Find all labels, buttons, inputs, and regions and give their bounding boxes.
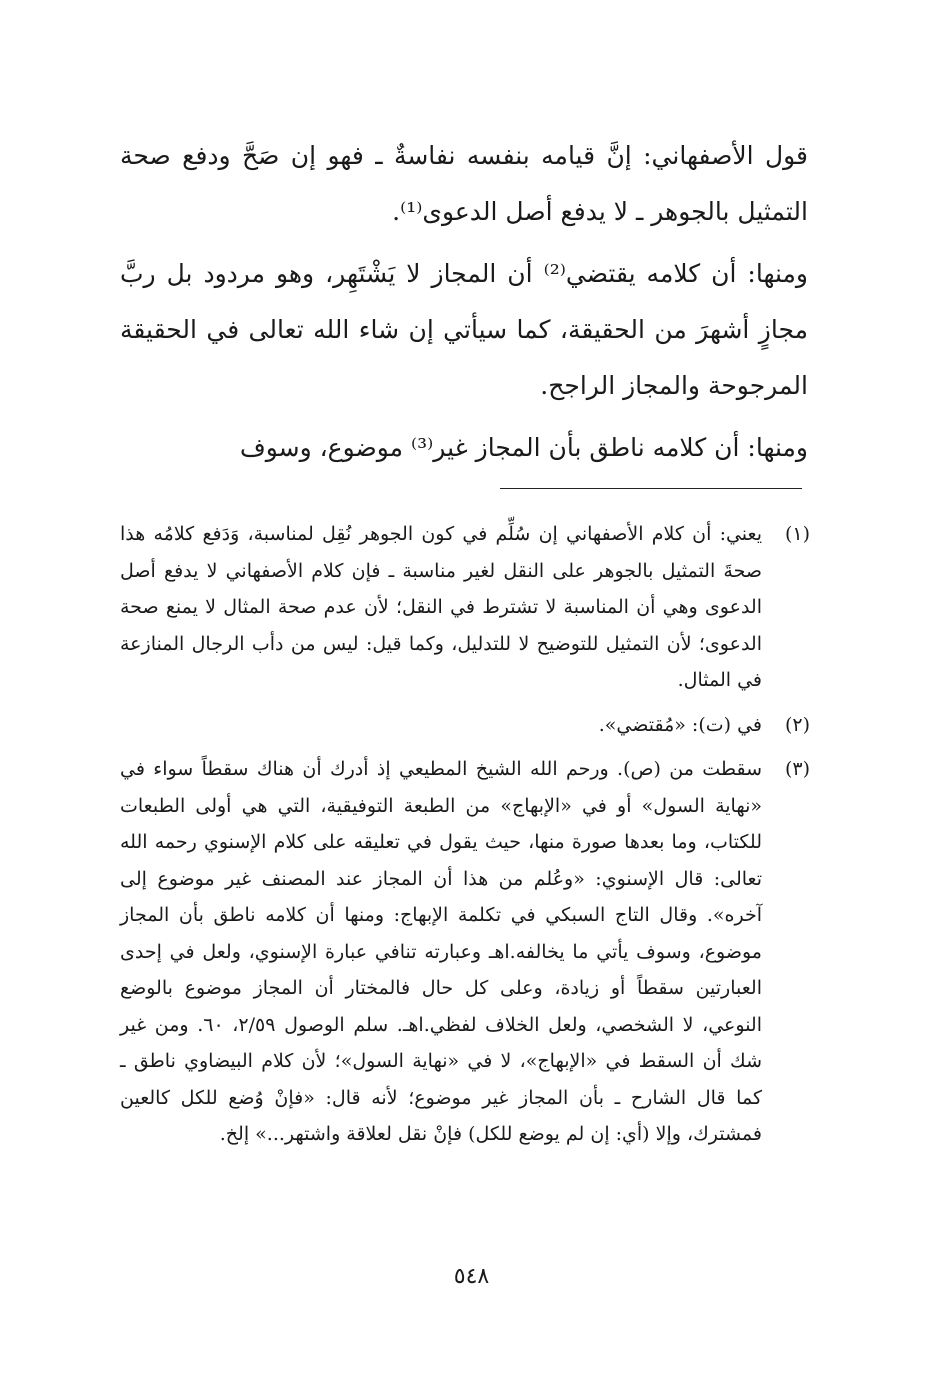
- footnote-divider: [500, 488, 802, 489]
- footnote-1: [120, 516, 810, 699]
- footnote-number: (١): [784, 523, 810, 545]
- main-text: [120, 128, 808, 476]
- footnote-3: [120, 751, 810, 1153]
- footnote-text: سقطت من (ص). ورحم الله الشيخ المطيعي إذ أدرك أن هناك سقطاً سواء في «نهاية السول» أو في «الإبهاج» من الطبعة التوفيقية، التي هي أولى الطبعات للكتاب، وما بعدها صورة منها، حيث يقول في تعليقه على كلام الإسنوي رحمه الله تعالى: قال الإسنوي: «وعُلم من هذا أن المجاز عند المصنف غير موضوع إلى آخره». وقال التاج السبكي في تكلمة الإبهاج: ومنها أن كلامه ناطق بأن المجاز موضوع، وسوف يأتي ما يخالفه.اهـ وعبارته تنافي عبارة الإسنوي، ولعل في إحدى العبارتين سقطاً أو زيادة، وعلى كل حال فالمختار أن المجاز موضوع بالوضع النوعي، لا الشخصي، ولعل الخلاف لفظي.اهـ. سلم الوصول ٢/٥٩، ٦٠. ومن غير شك أن السقط في «الإبهاج»، لا في «نهاية السول»؛ لأن كلام البيضاوي ناطق ـ كما قال الشارح ـ بأن المجاز غير موضوع؛ لأنه قال: «فإنْ وُضع للكل كالعين فمشترك، وإلا (أي: إن لم يوضع للكل) فإنْ نقل لعلاقة واشتهر...» إلخ.: [120, 758, 763, 1145]
- footnote-2: [120, 707, 810, 744]
- footnote-text: في (ت): «مُقتضي».: [598, 713, 762, 736]
- footnote-text: يعني: أن كلام الأصفهاني إن سُلِّم في كون الجوهر نُقِل لمناسبة، وَدَفع كلامُه هذا صحةَ التمثيل بالجوهر على النقل لغير مناسبة ـ فإن كلام الأصفهاني لا يدفع أصل الدعوى وهي أن المناسبة لا تشترط في النقل؛ لأن عدم صحة المثال لا يمنع صحة الدعوى؛ لأن التمثيل للتوضيح لا للتدليل، وكما قيل: ليس من دأب الرجال المنازعة في المثال.: [120, 523, 762, 691]
- footnotes: [120, 516, 810, 1161]
- main-paragraph-2: ومنها: أن كلامه يقتضي⁽²⁾ أن المجاز لا يَشْتَهِر، وهو مردود بل ربَّ مجازٍ أشهرَ من الحقيقة، كما سيأتي إن شاء الله تعالى في الحقيقة المرجوحة والمجاز الراجح.: [120, 259, 808, 400]
- main-paragraph-1: قول الأصفهاني: إنَّ قيامه بنفسه نفاسةٌ ـ فهو إن صَحَّ ودفع صحة التمثيل بالجوهر ـ لا يدفع أصل الدعوى⁽¹⁾.: [120, 141, 808, 226]
- page-number: ٥٤٨: [453, 1264, 490, 1289]
- footnote-number: (٣): [784, 758, 810, 780]
- main-paragraph-3: ومنها: أن كلامه ناطق بأن المجاز غير⁽³⁾ موضوع، وسوف: [239, 433, 808, 462]
- footnote-number: (٢): [784, 713, 810, 736]
